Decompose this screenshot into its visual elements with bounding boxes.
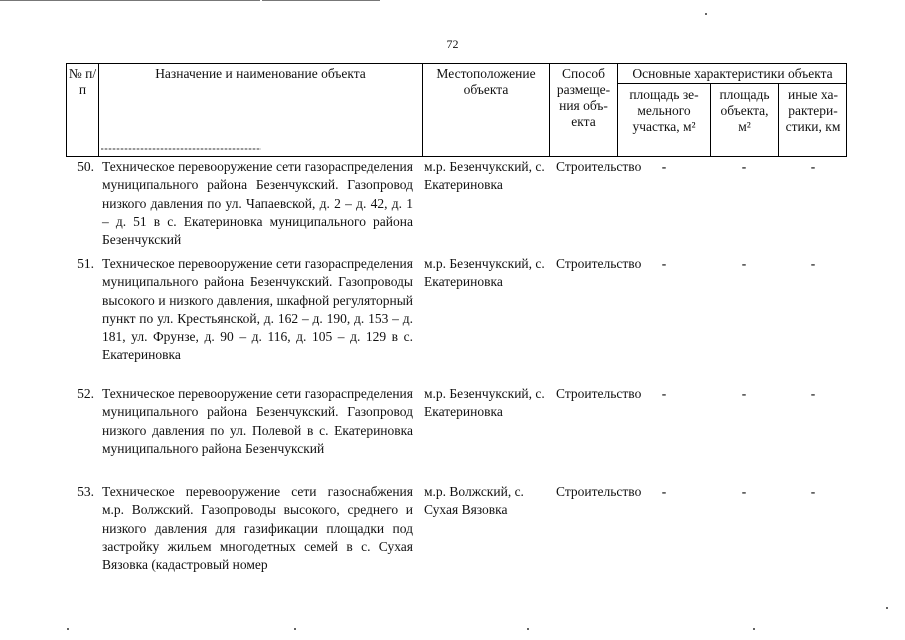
row-number: 53. xyxy=(77,484,94,499)
placement-method: Строительство xyxy=(556,386,642,401)
scan-speck xyxy=(705,13,707,15)
other-value: - xyxy=(810,256,816,271)
object-area-value: - xyxy=(741,256,747,271)
page-number: 72 xyxy=(446,37,459,51)
other-value: - xyxy=(810,159,816,174)
scan-edge-mark xyxy=(262,0,380,1)
scan-speck xyxy=(67,628,69,630)
scan-edge-mark xyxy=(0,0,260,1)
object-location: м.р. Безенчукский, с. Екатериновка xyxy=(424,386,545,420)
header-name: Назначение и наименование объекта xyxy=(155,66,366,81)
object-area-value: - xyxy=(741,386,747,401)
placement-method: Строительство xyxy=(556,159,642,174)
table-header xyxy=(66,63,847,157)
row-number: 50. xyxy=(77,159,94,174)
header-method: Способ размеще-ния объ-екта xyxy=(556,66,611,129)
object-name: Техническое перевооружение сети газораспределения муниципального района Безенчукский. Газопровод низкого давления по ул. Чапаевской, д. 2 – д. 42, д. 1 – д. 51 в с. Екатериновка муниципального района Безенчукский xyxy=(102,159,413,248)
header-object-area: площадь объекта, м² xyxy=(719,87,770,134)
object-name: Техническое перевооружение сети газоснабжения м.р. Волжский. Газопроводы высокого, среднего и низкого давления для газификации площадки под застройку жильем многодетных семей в с. Сухая Вязовка (кадастровый номер xyxy=(102,484,413,573)
placement-method: Строительство xyxy=(556,256,642,271)
row-number: 51. xyxy=(77,256,94,271)
scan-artifact xyxy=(101,148,261,150)
scan-speck xyxy=(294,628,296,630)
object-location: м.р. Безенчукский, с. Екатериновка xyxy=(424,256,545,290)
scan-speck xyxy=(886,607,888,609)
header-num: № п/п xyxy=(68,66,97,97)
object-area-value: - xyxy=(741,159,747,174)
scan-speck xyxy=(753,628,755,630)
header-location: Местоположение объекта xyxy=(436,66,536,97)
header-main-characteristics: Основные характеристики объекта xyxy=(632,66,833,81)
other-value: - xyxy=(810,484,816,499)
other-value: - xyxy=(810,386,816,401)
object-location: м.р. Волжский, с. Сухая Вязовка xyxy=(424,484,524,518)
object-area-value: - xyxy=(741,484,747,499)
header-land-area: площадь зе-мельного участка, м² xyxy=(629,87,699,134)
land-area-value: - xyxy=(661,256,667,271)
object-location: м.р. Безенчукский, с. Екатериновка xyxy=(424,159,545,193)
row-number: 52. xyxy=(77,386,94,401)
land-area-value: - xyxy=(661,386,667,401)
land-area-value: - xyxy=(661,159,667,174)
header-other-characteristics: иные ха-рактери-стики, км xyxy=(785,87,841,134)
object-name: Техническое перевооружение сети газораспределения муниципального района Безенчукский. Газопроводы высокого и низкого давления, шкафной регуляторный пункт по ул. Крестьянской, д. 162 – д. 190, д. 153 – д. 181, ул. Фрунзе, д. 90 – д. 116, д. 105 – д. 129 в с. Екатериновка xyxy=(102,256,413,363)
placement-method: Строительство xyxy=(556,484,642,499)
land-area-value: - xyxy=(661,484,667,499)
object-name: Техническое перевооружение сети газораспределения муниципального района Безенчукский. Газопровод низкого давления по ул. Полевой в с. Екатериновка муниципального района Безенчукский xyxy=(102,386,413,456)
scan-speck xyxy=(527,628,529,630)
